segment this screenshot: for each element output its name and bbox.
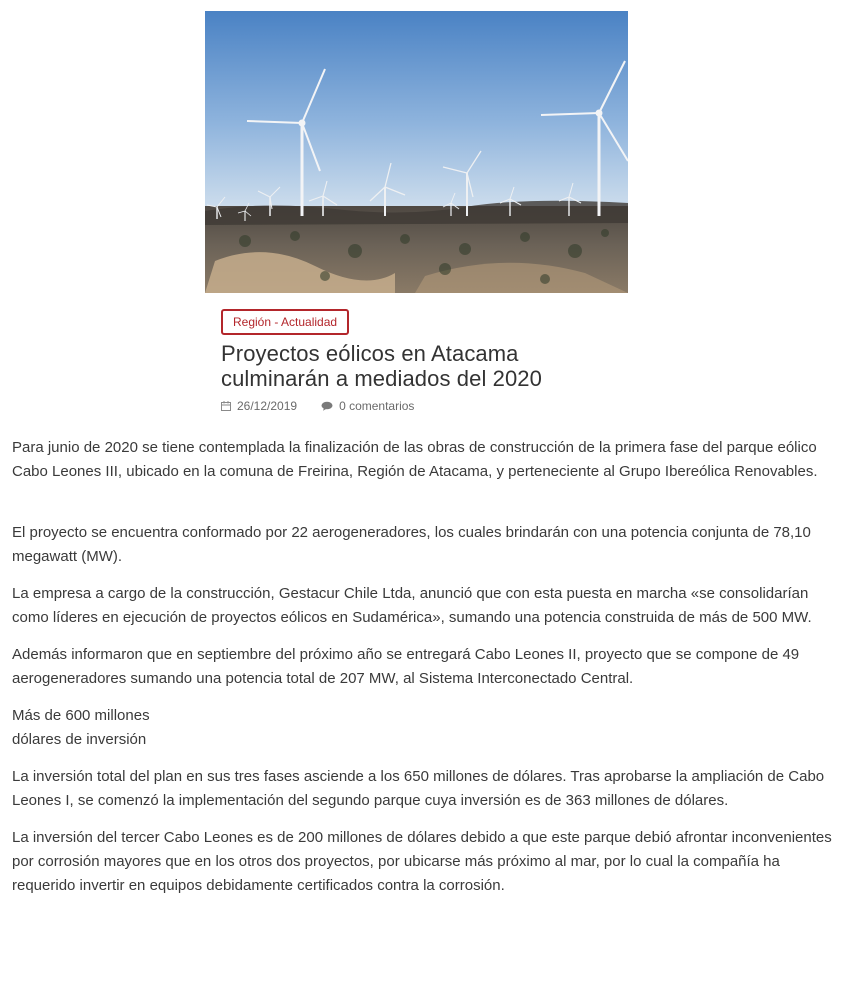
article-paragraph-3: La empresa a cargo de la construcción, Gestacur Chile Ltda, anunció que con esta puesta en marcha «se consolidarían como líderes en ejecución de proyectos eólicos en Sudamérica», sumando una potencia construida de más de 500 MW. (12, 585, 812, 626)
post-date-text: 26/12/2019 (237, 399, 298, 413)
article-subheading-line-1: Más de 600 millones (12, 707, 150, 724)
post-header (221, 309, 641, 413)
comment-bubble-icon (321, 401, 333, 411)
article-paragraph-1: Para junio de 2020 se tiene contemplada la finalización de las obras de construcción de la primera fase del parque eólico Cabo Leones III, ubicado en la comuna de Freirina, Región de Atacama, y perteneciente al Grupo Ibereólica Renovables. (12, 439, 818, 480)
article-body (12, 436, 844, 911)
post-title-line-2: culminarán a mediados del 2020 (221, 366, 542, 391)
article-subheading-line-2: dólares de inversión (12, 731, 147, 748)
category-badge[interactable]: Región - Actualidad (221, 309, 349, 335)
article-subheading (12, 704, 844, 752)
post-title[interactable] (221, 341, 641, 391)
post-comments[interactable] (321, 399, 414, 413)
calendar-icon (221, 401, 231, 411)
post-title-line-1: Proyectos eólicos en Atacama (221, 341, 519, 366)
article-paragraph-6: La inversión del tercer Cabo Leones es de 200 millones de dólares debido a que este parque debió afrontar inconvenientes por corrosión mayores que en los otros dos proyectos, por ubicarse más próximo al mar, por lo cual la compañía ha requerido invertir en equipos debidamente certificados contra la corrosión. (12, 829, 832, 894)
article-paragraph-5: La inversión total del plan en sus tres fases asciende a los 650 millones de dólares. Tras aprobarse la ampliación de Cabo Leones I, se comenzó la implementación del segundo parque cuya inversión es de 363 millones de dólares. (12, 768, 825, 809)
article-paragraph-2: El proyecto se encuentra conformado por 22 aerogeneradores, los cuales brindarán con una potencia conjunta de 78,10 megawatt (MW). (12, 524, 811, 565)
article-paragraph-4: Además informaron que en septiembre del próximo año se entregará Cabo Leones II, proyecto que se compone de 49 aerogeneradores sumando una potencia total de 207 MW, al Sistema Interconectado Central. (12, 646, 800, 687)
post-comments-text: 0 comentarios (339, 399, 415, 413)
post-meta (221, 399, 641, 413)
wind-farm-photo (205, 11, 628, 293)
hero-image (205, 11, 628, 293)
post-date[interactable] (221, 399, 297, 413)
